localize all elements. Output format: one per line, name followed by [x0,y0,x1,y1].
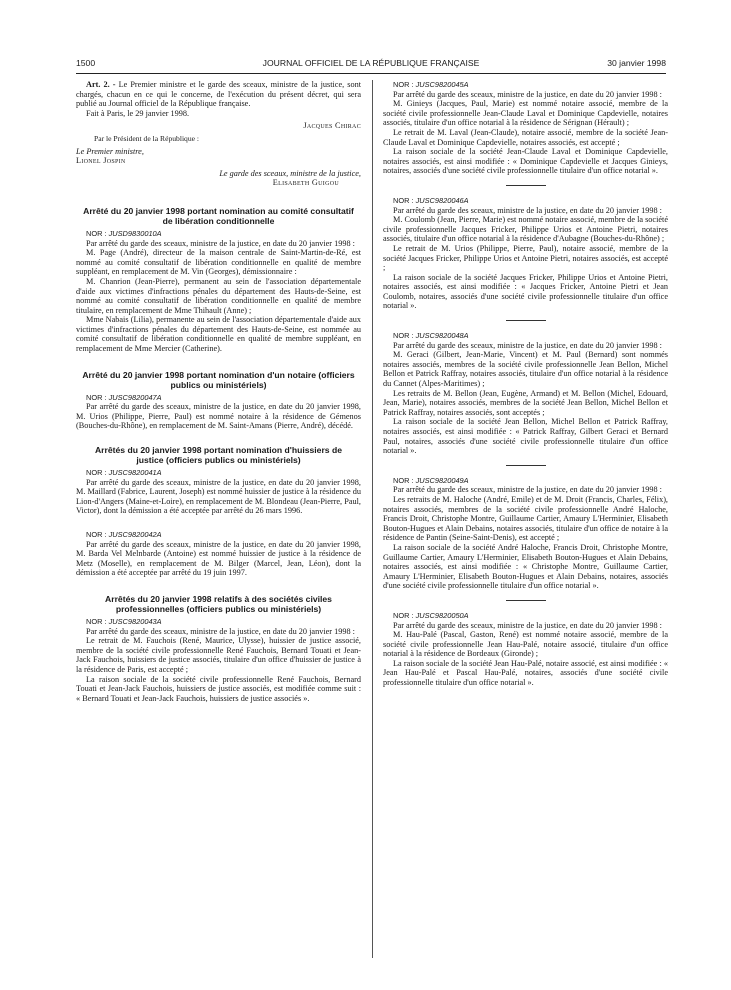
section-heading: Arrêtés du 20 janvier 1998 portant nomination d'huissiers de justice (officiers publics ou ministériels) [94,445,343,466]
section-heading: Arrêté du 20 janvier 1998 portant nomination au comité consultatif de libération conditionnelle [83,205,354,226]
article-number: Art. 2. - [86,80,116,89]
page-number: 1500 [76,58,96,68]
paragraph: Par arrêté du garde des sceaux, ministre de la justice, en date du 20 janvier 1998 : [393,620,662,630]
nor-reference: NOR : JUSD9830010A [86,228,162,238]
article-2-text: Le Premier ministre et le garde des sceaux, ministre de la justice, sont chargés, chacun en ce qui le concerne, de l'exécution du présent décret, qui sera publié au Journal officiel de la République française. [76,80,362,109]
paragraph: La raison sociale de la société André Haloche, Francis Droit, Christophe Montre, Guillaume Cartier, Amaury L'Herminier, Elisabeth Bouton-Hugues et Alain Debains, notaires associés, est ainsi modifiée : « Christophe Montre, Guillaume Cartier, Amaury L'Herminier, Elisabeth Bouton-Hugues et Alain Debains, notaires, associés d'une société civile professionnelle titulaire d'un office notarial ». [383,542,668,591]
premier-ministre-name: Lionel Jospin [76,156,126,166]
paragraph: Par arrêté du garde des sceaux, ministre de la justice, en date du 20 janvier 1998 : [393,485,662,495]
block-separator [506,465,546,466]
paragraph: Le retrait de M. Fauchois (René, Maurice, Ulysse), huissier de justice associé, membre de la société civile professionnelle René Fauchois, Bernard Touati et Jean-Jack Fauchois, huissiers de justice associés, titulaire d'un office d'huissier de justice à la résidence de Paris, est accepté ; [76,636,361,674]
block-separator [506,320,546,321]
paragraph: M. Hau-Palé (Pascal, Gaston, René) est nommé notaire associé, membre de la société civile professionnelle Jean Hau-Palé, notaire associé, titulaire d'un office notarial à la résidence de Bordeaux (Gironde) ; [383,630,668,659]
paragraph: Par arrêté du garde des sceaux, ministre de la justice, en date du 20 janvier 1998, M. Urios (Philippe, Pierre, Paul) est nommé notaire à la résidence de Gémenos (Bouches-du-Rhône), en remplacement de M. Saint-Amans (Pierre, André), décédé. [76,402,361,431]
paragraph: M. Coulomb (Jean, Pierre, Marie) est nommé notaire associé, membre de la société civile professionnelle Jacques Fricker, Philippe Urios et Antoine Pietri, notaires associés, titulaire d'un office notarial à la résidence d'Aubagne (Bouches-du-Rhône) ; [383,215,668,244]
paragraph: Par arrêté du garde des sceaux, ministre de la justice, en date du 20 janvier 1998, M. Maillard (Fabrice, Laurent, Joseph) est nommé huissier de justice à la résidence du Lion-d'Angers (Maine-et-Loire), en remplacement de M. Blondeau (Jean-Pierre, Paul, Victor), dont la démission a été acceptée par arrêté du 26 mars 1996. [76,477,361,516]
paragraph: M. Chanrion (Jean-Pierre), permanent au sein de l'association départementale d'aide aux victimes d'infractions pénales du département des Hauts-de-Seine, est nommé au comité consultatif de libération conditionnelle en qualité de membre titulaire, en remplacement de Mme Thihault (Anne) ; [76,276,361,315]
nor-reference: NOR : JUSC9820046A [393,195,469,205]
block-separator [506,185,546,186]
paragraph: Par arrêté du garde des sceaux, ministre de la justice, en date du 20 janvier 1998 : [86,626,355,636]
right-column [383,80,668,688]
nor-reference: NOR : JUSC9820043A [86,616,162,626]
garde-des-sceaux-name: Elisabeth Guigou [272,178,339,188]
paragraph: Le retrait de M. Urios (Philippe, Pierre, Paul), notaire associé, membre de la société Jacques Fricker, Philippe Urios et Antoine Pietri, notaires associés, est accepté ; [383,243,668,273]
section-heading: Arrêtés du 20 janvier 1998 relatifs à des sociétés civiles professionnelles (officiers publics ou ministériels) [105,593,332,614]
paragraph: Les retraits de M. Haloche (André, Emile) et de M. Droit (Francis, Charles, Félix), notaires associés, membres de la société civile professionnelle André Haloche, Francis Droit, Christophe Montre, Guillaume Cartier, Amaury L'Herminier, Elisabeth Bouton-Hugues et Alain Debains, notaires associés, titulaire d'un office de notaire à la résidence de Pantin (Seine-Saint-Denis), est accepté ; [383,494,668,543]
nor-reference: NOR : JUSC9820047A [86,392,162,402]
paragraph: M. Page (André), directeur de la maison centrale de Saint-Martin-de-Ré, est nommé au comité consultatif de libération conditionnelle en qualité de membre suppléant, en remplacement de M. Vin (Georges), démissionnaire : [76,248,361,277]
nor-reference: NOR : JUSC9820049A [393,475,469,485]
paragraph: Mme Nabais (Lilia), permanente au sein de l'association départementale d'aide aux victimes d'infractions pénales du département des Hauts-de-Seine, est nommée au comité consultatif de libération conditionnelle en qualité de membre suppléant, en remplacement de Mme Mercier (Catherine). [76,315,361,354]
paragraph: Par arrêté du garde des sceaux, ministre de la justice, en date du 20 janvier 1998 : [393,340,662,350]
paragraph: La raison sociale de la société Jean Bellon, Michel Bellon et Patrick Raffray, notaires associés, est ainsi modifiée : « Patrick Raffray, Gilbert Geraci et Bernard Paul, notaires, associés d'une société civile professionnelle titulaire d'un office notarial ». [383,417,668,456]
paragraph: La raison sociale de la société Jacques Fricker, Philippe Urios et Antoine Pietri, notaires associés, est ainsi modifiée : « Jacques Fricker, Antoine Pietri et Jean Coulomb, notaires, associés d'une société civile professionnelle titulaire d'un office notarial ». [383,272,668,311]
paragraph: Le retrait de M. Laval (Jean-Claude), notaire associé, membre de la société Jean-Claude Laval et Dominique Capdevielle, notaires associés, est accepté ; [383,127,668,147]
premier-ministre-title: Le Premier ministre, [76,146,144,156]
paragraph: La raison sociale de la société Jean-Claude Laval et Dominique Capdevielle, notaires associés, est ainsi modifiée : « Dominique Capdevielle et Jacques Ginieys, notaires, associés d'une société civile professionnelle titulaire d'un office notarial ». [383,147,668,176]
issue-date: 30 janvier 1998 [607,58,666,68]
paragraph: Par arrêté du garde des sceaux, ministre de la justice, en date du 20 janvier 1998 : [393,89,662,99]
paragraph: M. Geraci (Gilbert, Jean-Marie, Vincent) et M. Paul (Bernard) sont nommés notaires associés, membres de la société civile professionnelle Jean Bellon, Michel Bellon et Patrick Raffray, notaires associés, titulaire d'un office notarial à la résidence du Cannet (Alpes-Maritimes) ; [383,350,668,389]
article-2 [76,80,361,109]
fait-a-paris: Fait à Paris, le 29 janvier 1998. [86,108,190,118]
par-le-president: Par le Président de la République : [94,133,200,143]
garde-des-sceaux-title: Le garde des sceaux, ministre de la justice, [219,168,361,178]
header-rule [76,73,666,74]
paragraph: La raison sociale de la société civile professionnelle René Fauchois, Bernard Touati et Jean-Jack Fauchois, huissiers de justice associés, est modifiée comme suit : « Bernard Touati et Jean-Jack Fauchois, huissiers de justice associés ». [76,674,361,703]
paragraph: M. Ginieys (Jacques, Paul, Marie) est nommé notaire associé, membre de la société civile professionnelle Jean-Claude Laval et Dominique Capdevielle, notaires associés, titulaire d'un office notarial à la résidence de Sérignan (Hérault) ; [383,99,668,128]
left-column [76,80,361,703]
column-divider [372,80,373,958]
nor-reference: NOR : JUSC9820048A [393,331,469,341]
paragraph: Par arrêté du garde des sceaux, ministre de la justice, en date du 20 janvier 1998 : [393,205,662,215]
journal-title: JOURNAL OFFICIEL DE LA RÉPUBLIQUE FRANÇAISE [262,58,480,68]
paragraph: La raison sociale de la société Jean Hau-Palé, notaire associé, est ainsi modifiée : « Jean Hau-Palé et Pascal Hau-Palé, notaires, associés d'une société civile professionnelle titulaire d'un office notarial ». [383,658,668,688]
page-header [76,58,666,72]
block-separator [506,600,546,601]
paragraph: Par arrêté du garde des sceaux, ministre de la justice, en date du 20 janvier 1998 : [86,238,355,248]
nor-reference: NOR : JUSC9820050A [393,610,469,620]
nor-reference: NOR : JUSC9820041A [86,468,162,478]
paragraph: Les retraits de M. Bellon (Jean, Eugène, Armand) et M. Bellon (Michel, Edouard, Jean, Marie), notaires associés, membres de la société Jean Bellon, Michel Bellon et Patrick Raffray, notaires associés, sont acceptés ; [383,388,668,417]
section-heading: Arrêté du 20 janvier 1998 portant nomination d'un notaire (officiers publics ou ministériels) [82,369,355,390]
paragraph: Par arrêté du garde des sceaux, ministre de la justice, en date du 20 janvier 1998, M. Barda Vel Melnbarde (Antoine) est nommé huissier de justice à la résidence de Metz (Moselle), en remplacement de M. Bilger (Marcel, Jean, Léon), dont la démission a été acceptée par arrêté du 19 juin 1997. [76,539,361,578]
nor-reference: NOR : JUSC9820045A [393,80,469,89]
nor-reference: NOR : JUSC9820042A [86,530,162,539]
signer-president: Jacques Chirac [303,121,361,131]
